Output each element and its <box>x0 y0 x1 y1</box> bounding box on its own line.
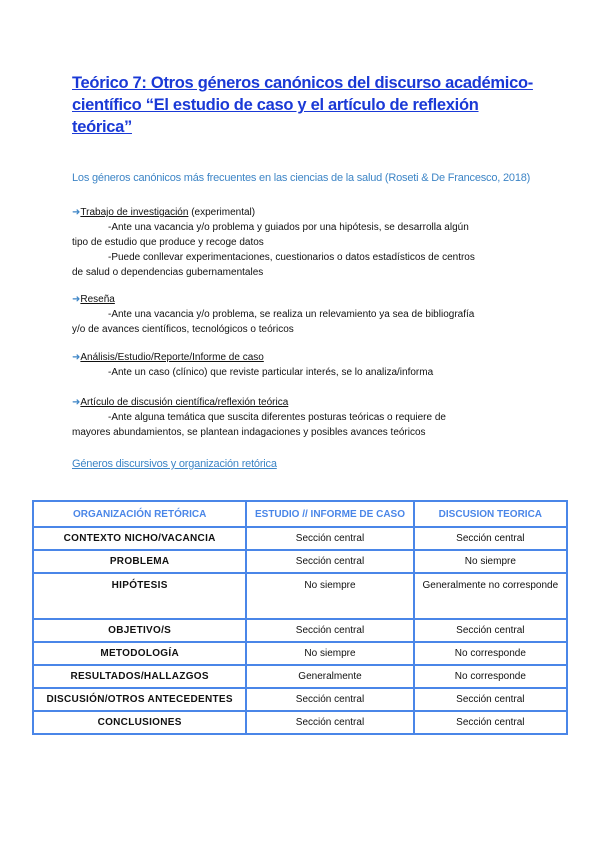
genre-text-line: y/o de avances científicos, tecnológicos o teóricos <box>72 324 294 335</box>
table-cell: Generalmente <box>246 665 413 688</box>
genre-text-line: -Puede conllevar experimentaciones, cuestionarios o datos estadísticos de centros <box>108 252 475 263</box>
genre-item-resena <box>72 292 532 337</box>
genre-suffix: (experimental) <box>188 207 256 218</box>
table-row <box>33 619 567 642</box>
genre-text-line: mayores abundamientos, se plantean indagaciones y posibles avances teóricos <box>72 427 426 438</box>
genre-text-line: -Ante alguna temática que suscita diferentes posturas teóricas o requiere de <box>108 412 446 423</box>
table-cell: Generalmente no corresponde <box>414 573 567 619</box>
arrow-icon: ➜ <box>72 207 81 218</box>
table-row <box>33 550 567 573</box>
genre-item-discusion <box>72 395 532 440</box>
row-header: OBJETIVO/S <box>33 619 246 642</box>
genre-item-investigacion <box>72 205 532 280</box>
table-cell: Sección central <box>414 711 567 734</box>
section-heading: Géneros discursivos y organización retórica <box>72 458 277 470</box>
arrow-icon: ➜ <box>72 397 81 408</box>
table-cell: Sección central <box>246 527 413 550</box>
column-header: ESTUDIO // INFORME DE CASO <box>246 501 413 527</box>
row-header: CONTEXTO NICHO/VACANCIA <box>33 527 246 550</box>
table-row <box>33 527 567 550</box>
table-cell: No corresponde <box>414 665 567 688</box>
page-title: Teórico 7: Otros géneros canónicos del discurso académico-científico “El estudio de caso y el artículo de reflexión teórica” <box>72 74 533 136</box>
table-row <box>33 642 567 665</box>
table-row <box>33 665 567 688</box>
table-row <box>33 573 567 619</box>
table-cell: Sección central <box>414 619 567 642</box>
genre-text-line: tipo de estudio que produce y recoge datos <box>72 237 264 248</box>
row-header: RESULTADOS/HALLAZGOS <box>33 665 246 688</box>
row-header: HIPÓTESIS <box>33 573 246 619</box>
genre-text-line: de salud o dependencias gubernamentales <box>72 267 264 278</box>
table-cell: No corresponde <box>414 642 567 665</box>
column-header: ORGANIZACIÓN RETÓRICA <box>33 501 246 527</box>
genre-label: Trabajo de investigación <box>80 207 189 218</box>
genre-label: Reseña <box>80 294 115 305</box>
arrow-icon: ➜ <box>72 294 81 305</box>
section-subtitle: Los géneros canónicos más frecuentes en las ciencias de la salud (Roseti & De Francesco, 2018) <box>72 172 531 184</box>
table-cell: Sección central <box>414 688 567 711</box>
column-header: DISCUSION TEORICA <box>414 501 567 527</box>
table-cell: No siempre <box>414 550 567 573</box>
genre-label: Análisis/Estudio/Reporte/Informe de caso <box>80 352 264 363</box>
row-header: DISCUSIÓN/OTROS ANTECEDENTES <box>33 688 246 711</box>
genre-label: Artículo de discusión científica/reflexión teórica <box>80 397 289 408</box>
row-header: CONCLUSIONES <box>33 711 246 734</box>
genre-item-caso <box>72 350 532 380</box>
table-cell: No siempre <box>246 642 413 665</box>
row-header: PROBLEMA <box>33 550 246 573</box>
table-cell: Sección central <box>246 711 413 734</box>
arrow-icon: ➜ <box>72 352 81 363</box>
table-cell: Sección central <box>414 527 567 550</box>
genre-text-line: -Ante una vacancia y/o problema y guiados por una hipótesis, se desarrolla algún <box>108 222 469 233</box>
row-header: METODOLOGÍA <box>33 642 246 665</box>
genre-text-line: -Ante un caso (clínico) que reviste particular interés, se lo analiza/informa <box>108 367 434 378</box>
table-row <box>33 688 567 711</box>
table-header-row <box>33 501 567 527</box>
table-row <box>33 711 567 734</box>
rhetoric-table <box>32 500 568 735</box>
genre-text-line: -Ante una vacancia y/o problema, se realiza un relevamiento ya sea de bibliografía <box>108 309 475 320</box>
table-cell: No siempre <box>246 573 413 619</box>
table-cell: Sección central <box>246 688 413 711</box>
table-cell: Sección central <box>246 619 413 642</box>
table-cell: Sección central <box>246 550 413 573</box>
